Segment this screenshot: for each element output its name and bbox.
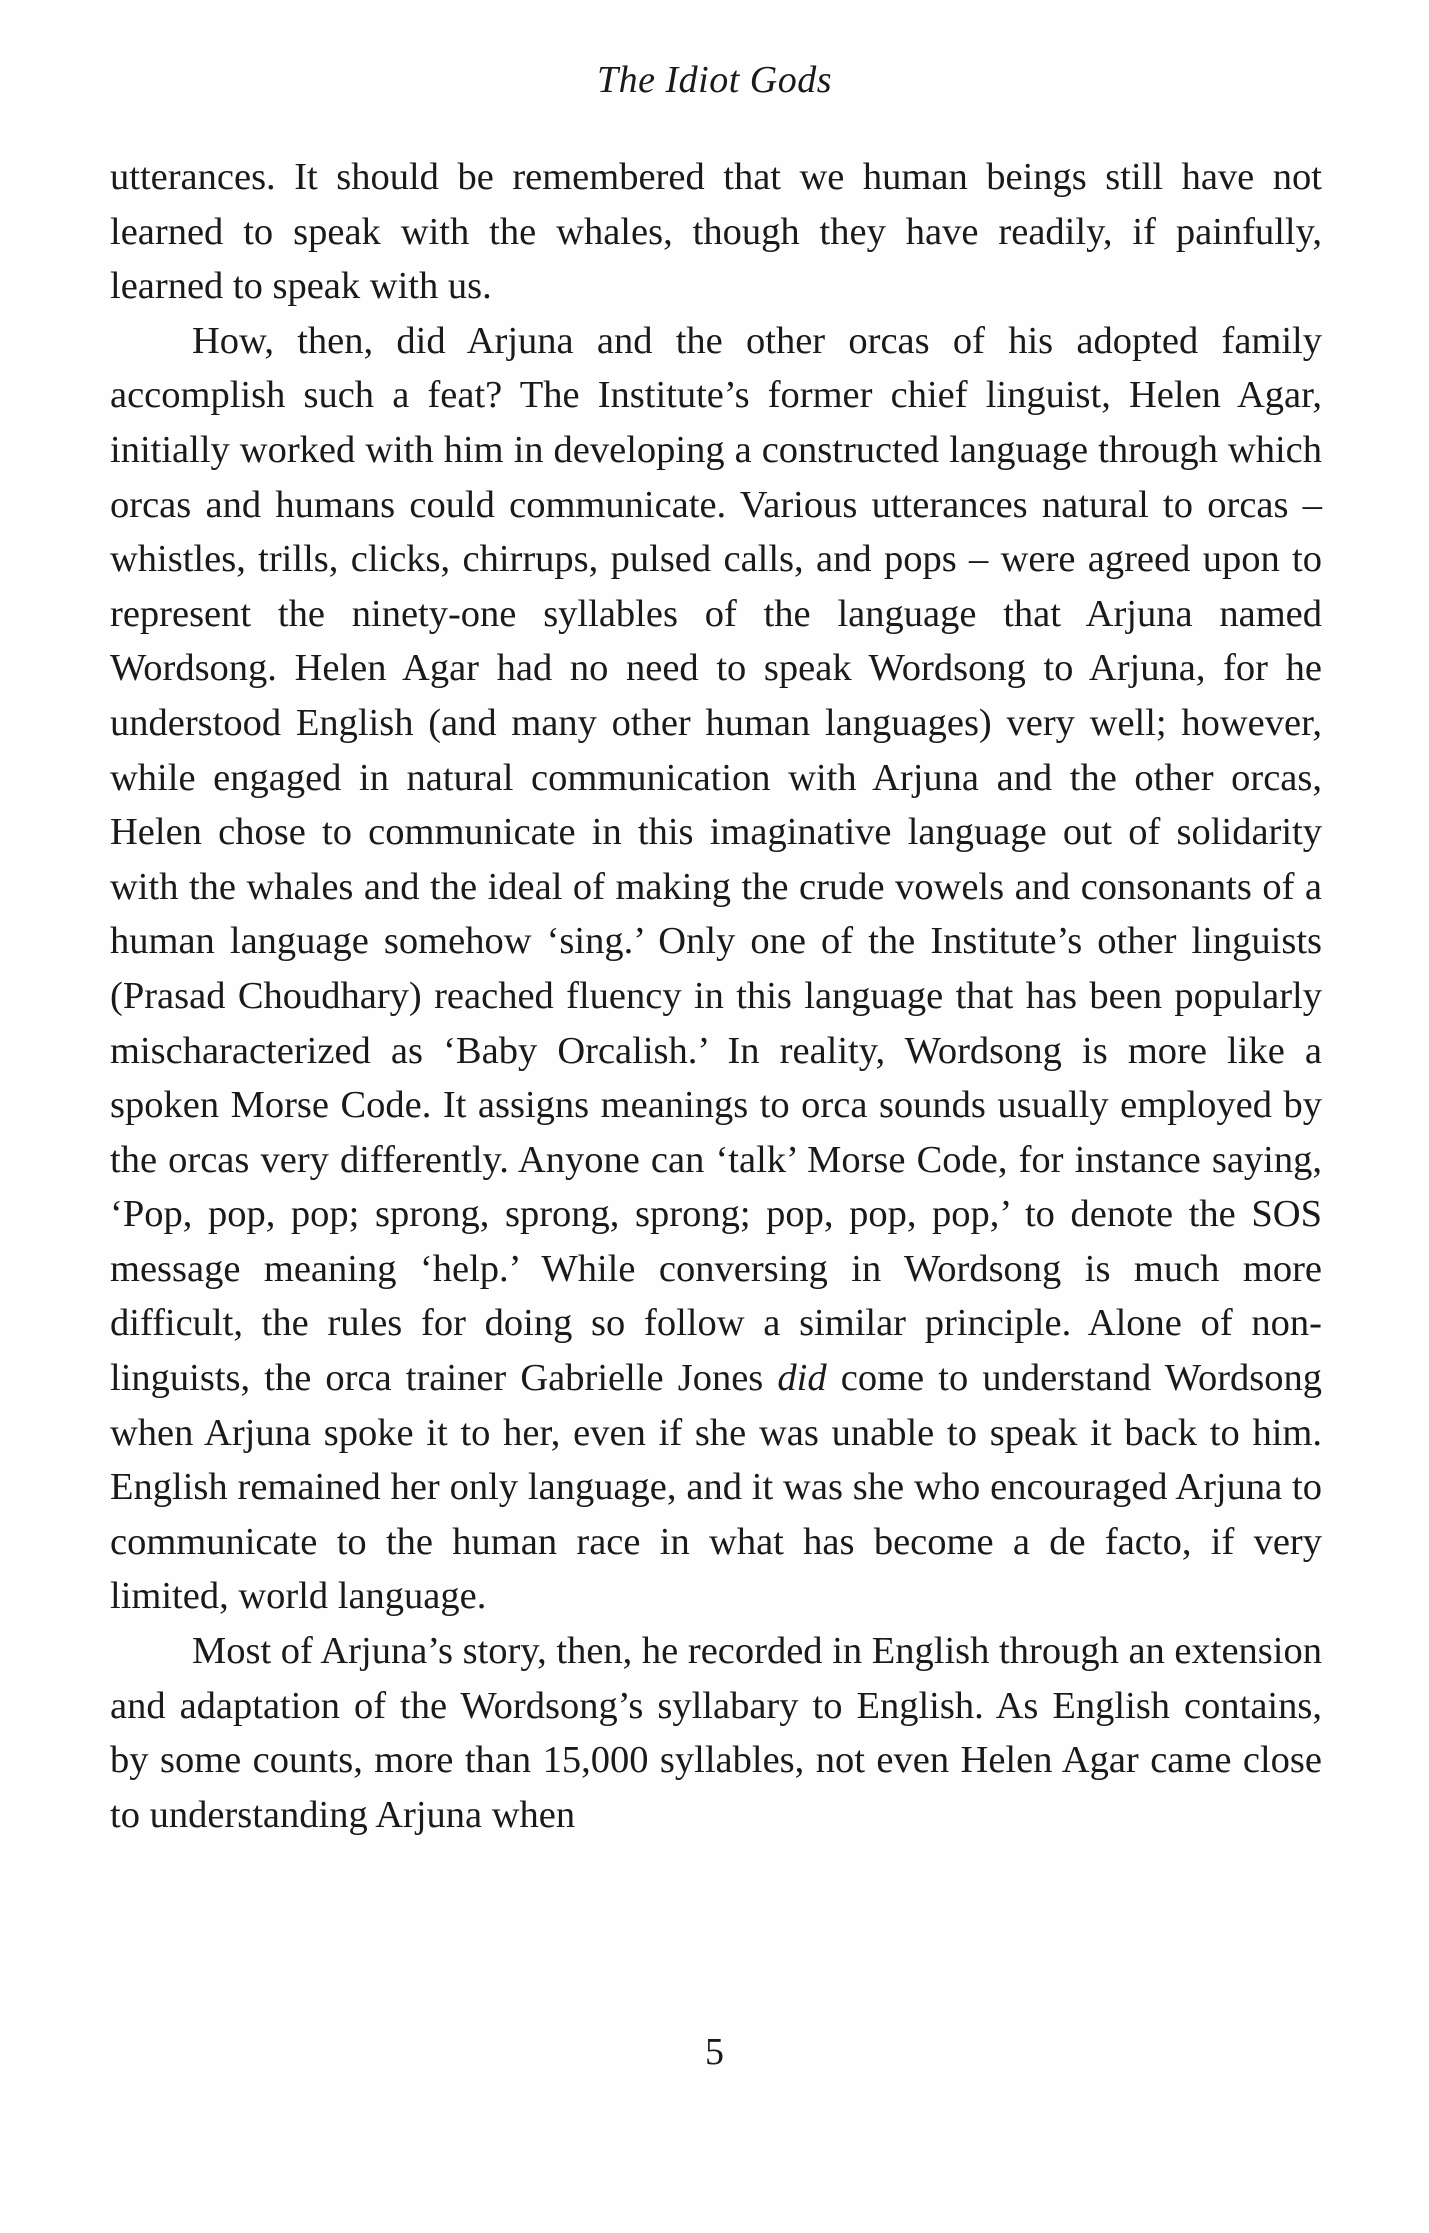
paragraph-2-emphasis: did: [777, 1357, 827, 1400]
paragraph-1-text: utterances. It should be remembered that we human beings still have not learned to speak with the whales, though they have readily, if painfully, learned to speak with us.: [110, 156, 1322, 308]
paragraph-2-text-end: come to understand Wordsong when Arjuna spoke it to her, even if she was unable to speak it back to him. English remained her only language, and it was she who encouraged Arjuna to communicate to the human race in what has become a de facto, if very limited, world language.: [110, 1357, 1322, 1618]
body-text: [110, 150, 1322, 1842]
paragraph-3-text: Most of Arjuna’s story, then, he recorded in English through an extension and adaptation of the Wordsong’s syllabary to English. As English contains, by some counts, more than 15,000 syllables, not even Helen Agar came close to understanding Arjuna when: [110, 1630, 1322, 1836]
running-head: The Idiot Gods: [597, 59, 832, 101]
paragraph-1: [110, 150, 1322, 314]
paragraph-2: [110, 314, 1322, 1624]
paragraph-3: [110, 1624, 1322, 1842]
paragraph-2-text: How, then, did Arjuna and the other orcas of his adopted family accomplish such a feat? The Institute’s former chief linguist, Helen Agar, initially worked with him in developing a constructed language through which orcas and humans could communicate. Various utterances natural to orcas – whistles, trills, clicks, chirrups, pulsed calls, and pops – were agreed upon to represent the ninety-one syllables of the language that Arjuna named Wordsong. Helen Agar had no need to speak Wordsong to Arjuna, for he understood English (and many other human languages) very well; however, while engaged in natural communication with Arjuna and the other orcas, Helen chose to communicate in this imaginative language out of solidarity with the whales and the ideal of making the crude vowels and consonants of a human language somehow ‘sing.’ Only one of the Institute’s other linguists (Prasad Choudhary) reached fluency in this language that has been popularly mischaracterized as ‘Baby Orcalish.’ In reality, Wordsong is more like a spoken Morse Code. It assigns meanings to orca sounds usually employed by the orcas very differently. Anyone can ‘talk’ Morse Code, for instance saying, ‘Pop, pop, pop; sprong, sprong, sprong; pop, pop, pop,’ to denote the SOS message meaning ‘help.’ While conversing in Wordsong is much more difficult, the rules for doing so follow a similar principle. Alone of non-linguists, the orca trainer Gabrielle Jones: [110, 319, 1322, 1400]
page-number: 5: [705, 2031, 724, 2073]
